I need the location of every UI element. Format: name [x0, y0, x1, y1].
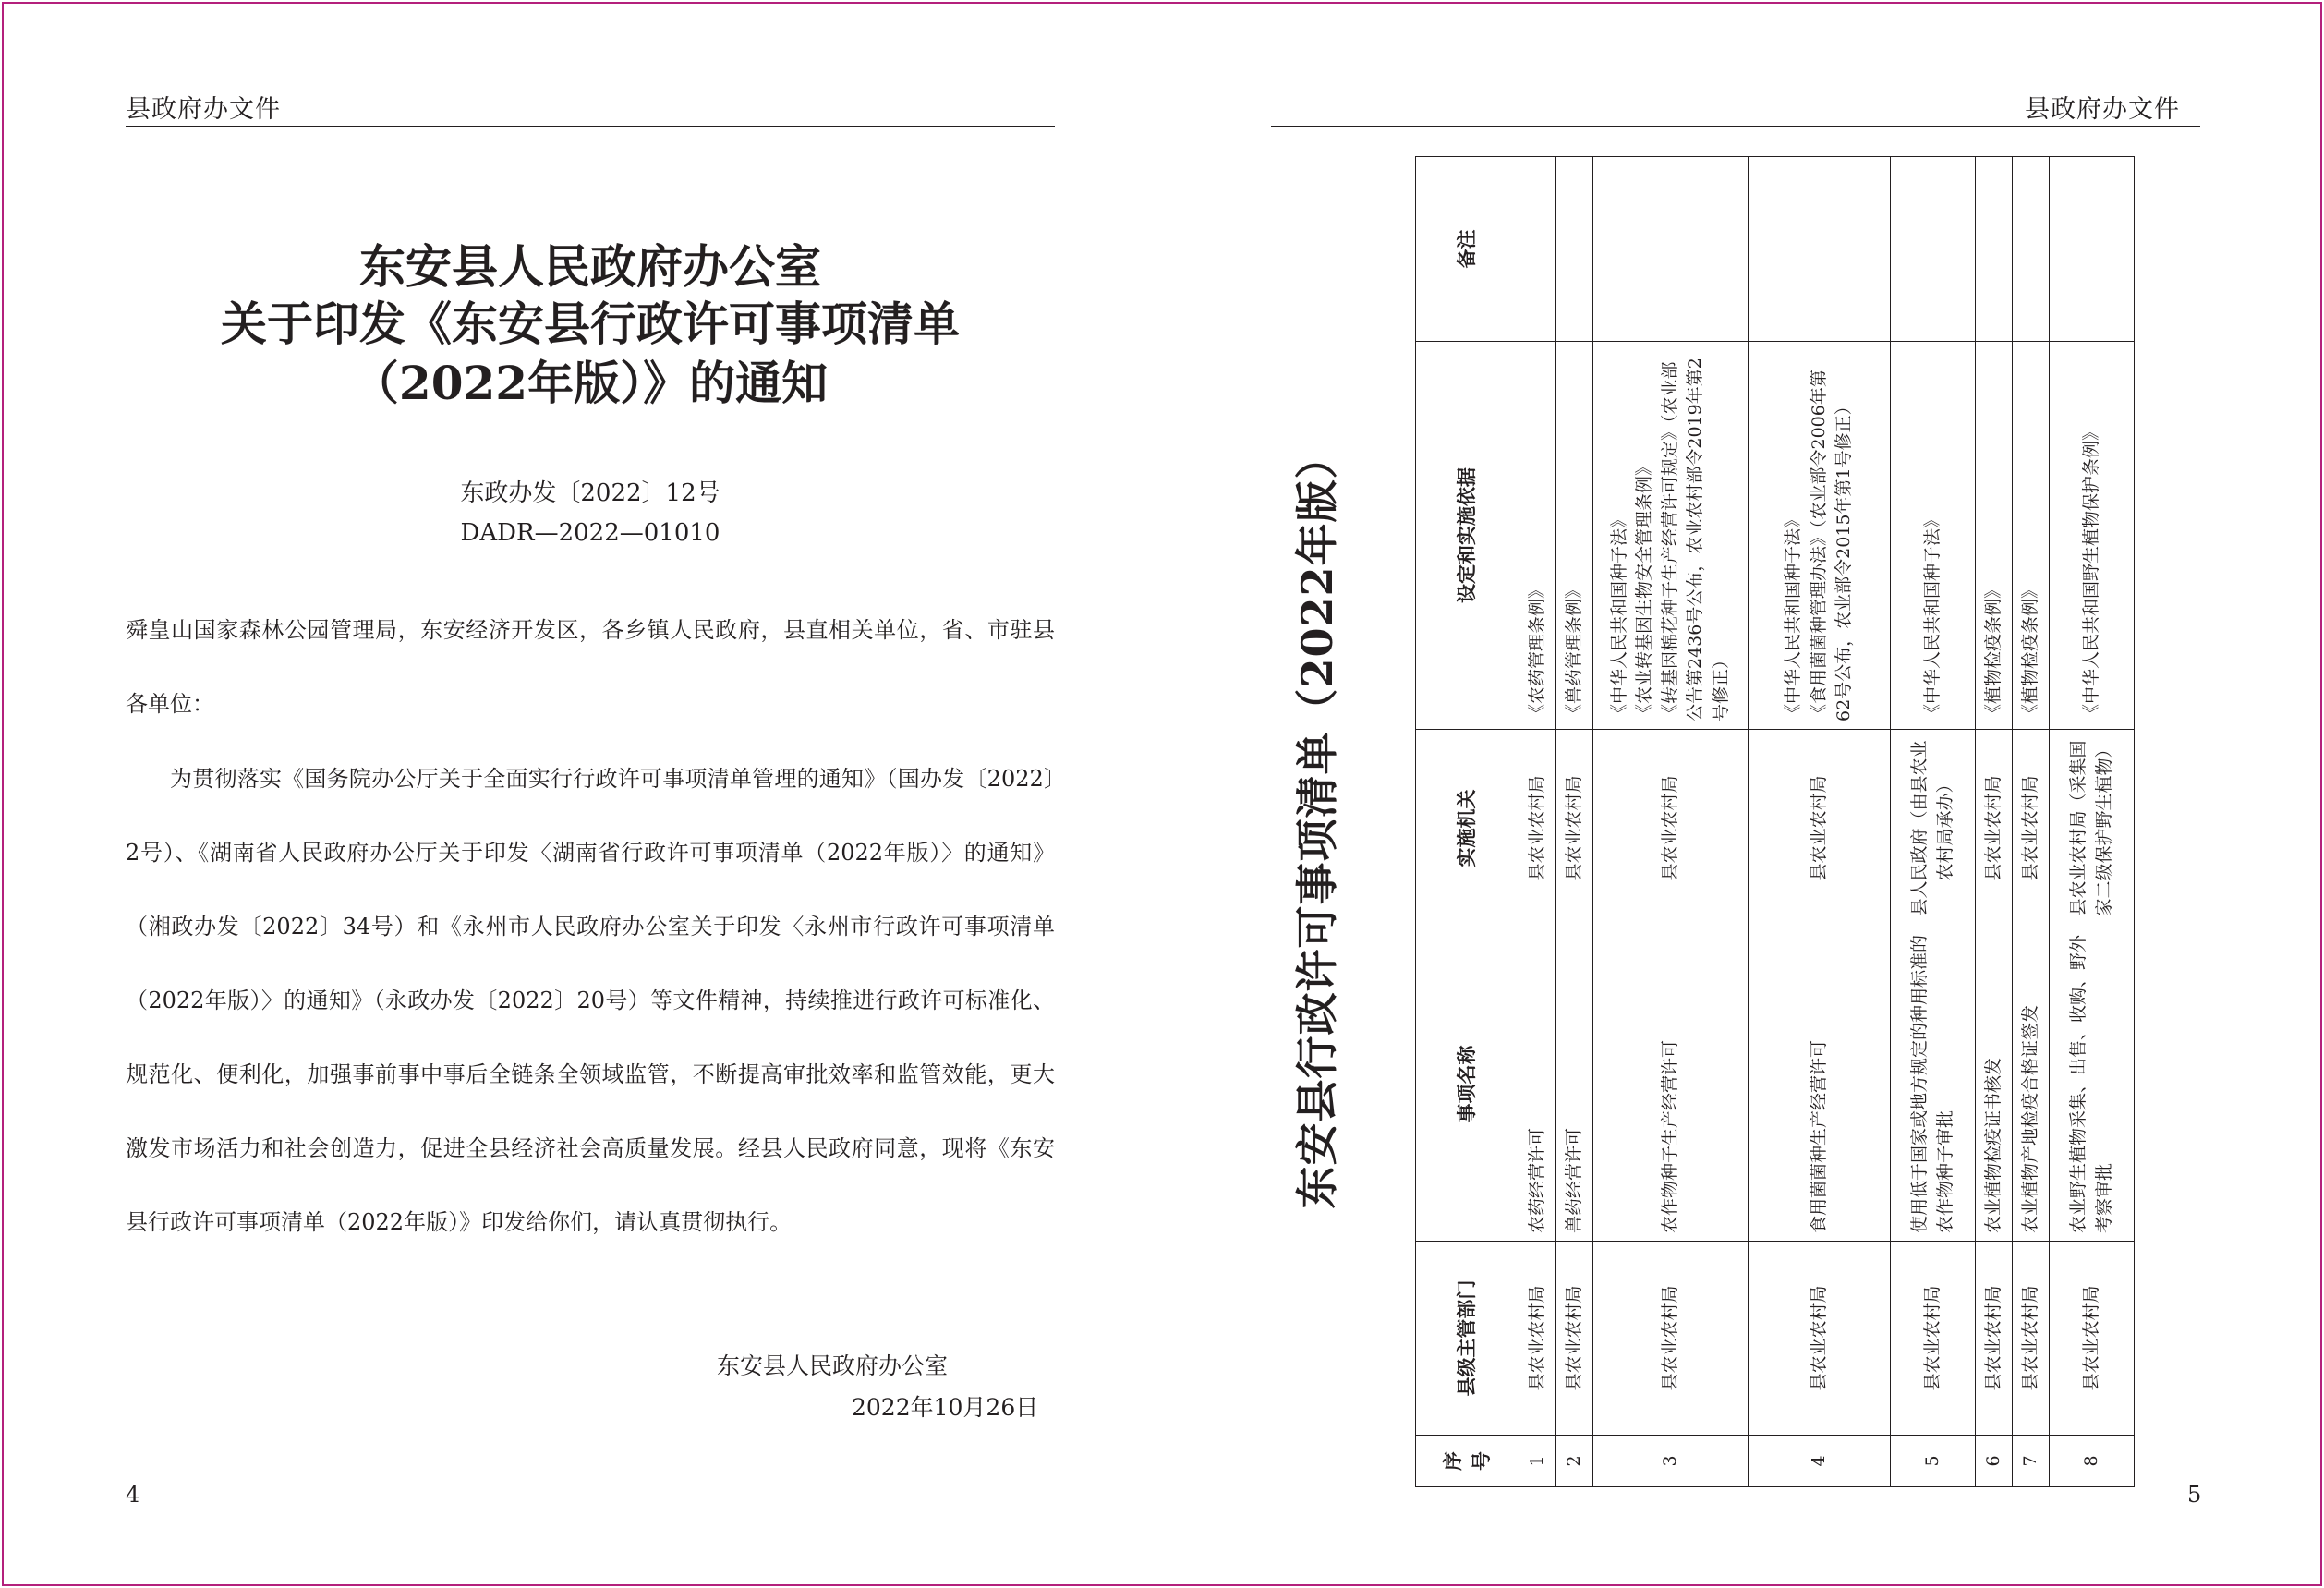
cell-note: [1749, 157, 1891, 342]
cell-basis: [2050, 342, 2135, 730]
column-header: 县级主管部门: [1416, 1242, 1519, 1436]
cell-agency: 县农业农村局（采集国家二级保护野生植物）: [2050, 730, 2135, 927]
notice-body: 为贯彻落实《国务院办公厅关于全面实行行政许可事项清单管理的通知》（国办发〔2022〕2号）、《湖南省人民政府办公厅关于印发〈湖南省行政许可事项清单（2022年版）〉的通知》（湘政办发〔2022〕34号）和《永州市人民政府办公室关于印发〈永州市行政许可事项清单（2022年版）〉的通知》（永政办发〔2022〕20号）等文件精神，持续推进行政许可标准化、规范化、便利化，加强事前事中事后全链条全领域监管，不断提高审批效率和监管效能，更大激发市场活力和社会创造力，促进全县经济社会高质量发展。经县人民政府同意，现将《东安县行政许可事项清单（2022年版）》印发给你们，请认真贯彻执行。: [126, 766, 1055, 1235]
cell-agency: 县农业农村局: [1593, 730, 1749, 927]
cell-dept: 县农业农村局: [2013, 1242, 2050, 1436]
cell-dept: 县农业农村局: [1891, 1242, 1976, 1436]
cell-basis: [1593, 342, 1749, 730]
cell-item: 农作物种子生产经营许可: [1593, 927, 1749, 1242]
signature-org: 东安县人民政府办公室: [717, 1352, 949, 1379]
basis-line: 《中华人民共和国种子法》: [1921, 510, 1943, 721]
column-header: 设定和实施依据: [1416, 342, 1519, 730]
cell-note: [1519, 157, 1556, 342]
cell-agency: 县农业农村局: [2013, 730, 2050, 927]
cell-item: 兽药经营许可: [1556, 927, 1593, 1242]
cell-no: 5: [1891, 1436, 1976, 1487]
basis-line: 《中华人民共和国种子法》: [1783, 510, 1804, 721]
cell-no: 3: [1593, 1436, 1749, 1487]
cell-note: [1556, 157, 1593, 342]
document-number: 东政办发〔2022〕12号: [460, 479, 720, 507]
cell-item: 农业植物产地检疫合格证签发: [2013, 927, 2050, 1242]
cell-basis: [2013, 342, 2050, 730]
basis-line: 《植物检疫条例》: [1982, 580, 2003, 721]
running-header-left: 县政府办文件: [126, 95, 281, 124]
cell-no: 4: [1749, 1436, 1891, 1487]
table-row: [1749, 157, 1891, 1487]
list-title: 东安县行政许可事项清单（2022年版）: [1292, 435, 1342, 1209]
notice-title-line3: （2022年版）》的通知: [352, 356, 829, 410]
header-rule-left: [126, 126, 1055, 127]
table-row: [1593, 157, 1749, 1487]
notice-title-line1: 东安县人民政府办公室: [359, 239, 821, 294]
table-row: [1519, 157, 1556, 1487]
cell-basis: [1556, 342, 1593, 730]
cell-item: 农药经营许可: [1519, 927, 1556, 1242]
basis-line: 《兽药管理条例》: [1563, 580, 1584, 721]
basis-line: 《中华人民共和国种子法》: [1608, 510, 1629, 721]
header-rule-right: [1271, 126, 2200, 127]
cell-agency: 县农业农村局: [1976, 730, 2013, 927]
cell-no: 1: [1519, 1436, 1556, 1487]
basis-line: 《农业转基因生物安全管理条例》: [1634, 457, 1655, 721]
cell-dept: 县农业农村局: [1519, 1242, 1556, 1436]
cell-note: [1593, 157, 1749, 342]
table-row: [1976, 157, 2013, 1487]
column-header: 事项名称: [1416, 927, 1519, 1242]
basis-line: 《植物检疫条例》: [2019, 580, 2040, 721]
cell-agency: 县农业农村局: [1556, 730, 1593, 927]
basis-line: 《农药管理条例》: [1526, 580, 1547, 721]
cell-no: 7: [2013, 1436, 2050, 1487]
cell-agency: 县人民政府（由县农业农村局承办）: [1891, 730, 1976, 927]
cell-basis: [1891, 342, 1976, 730]
running-header-right: 县政府办文件: [2025, 95, 2180, 124]
cell-no: 8: [2050, 1436, 2135, 1487]
column-header: 序号: [1416, 1436, 1519, 1487]
cell-basis: [1519, 342, 1556, 730]
notice-recipients: 舜皇山国家森林公园管理局，东安经济开发区，各乡镇人民政府，县直相关单位，省、市驻县各单位：: [126, 617, 1055, 717]
cell-note: [2050, 157, 2135, 342]
notice-title-line2: 关于印发《东安县行政许可事项清单: [221, 297, 960, 351]
signature-date: 2022年10月26日: [852, 1394, 1039, 1421]
cell-agency: 县农业农村局: [1519, 730, 1556, 927]
table-row: [2013, 157, 2050, 1487]
cell-no: 6: [1976, 1436, 2013, 1487]
cell-dept: 县农业农村局: [1749, 1242, 1891, 1436]
cell-dept: 县农业农村局: [1593, 1242, 1749, 1436]
cell-no: 2: [1556, 1436, 1593, 1487]
table-header-row: [1416, 157, 1519, 1487]
cell-agency: 县农业农村局: [1749, 730, 1891, 927]
basis-line: 《转基因棉花种子生产经营许可规定》（农业部公告第2436号公布，农业农村部令2019年第2号修正）: [1659, 358, 1731, 721]
cell-item: 食用菌菌种生产经营许可: [1749, 927, 1891, 1242]
basis-line: 《食用菌菌种管理办法》（农业部令2006年第62号公布，农业部令2015年第1号修正）: [1808, 370, 1855, 721]
cell-note: [1976, 157, 2013, 342]
cell-dept: 县农业农村局: [2050, 1242, 2135, 1436]
page-number-right: 5: [2187, 1482, 2202, 1508]
column-header: 备注: [1416, 157, 1519, 342]
permit-list-table: [1415, 156, 2135, 1487]
cell-item: 农业野生植物采集、出售、收购、野外考察审批: [2050, 927, 2135, 1242]
basis-line: 《中华人民共和国野生植物保护条例》: [2080, 422, 2101, 721]
table-row: [1556, 157, 1593, 1487]
column-header: 实施机关: [1416, 730, 1519, 927]
cell-item: 农业植物检疫证书核发: [1976, 927, 2013, 1242]
table-row: [2050, 157, 2135, 1487]
cell-item: 使用低于国家或地方规定的种用标准的农作物种子审批: [1891, 927, 1976, 1242]
cell-dept: 县农业农村局: [1976, 1242, 2013, 1436]
rotated-list-panel: [1292, 157, 2134, 1487]
table-row: [1891, 157, 1976, 1487]
cell-dept: 县农业农村局: [1556, 1242, 1593, 1436]
page-number-left: 4: [126, 1482, 140, 1508]
cell-basis: [1976, 342, 2013, 730]
cell-basis: [1749, 342, 1891, 730]
document-code: DADR—2022—01010: [460, 519, 720, 547]
cell-note: [2013, 157, 2050, 342]
cell-note: [1891, 157, 1976, 342]
